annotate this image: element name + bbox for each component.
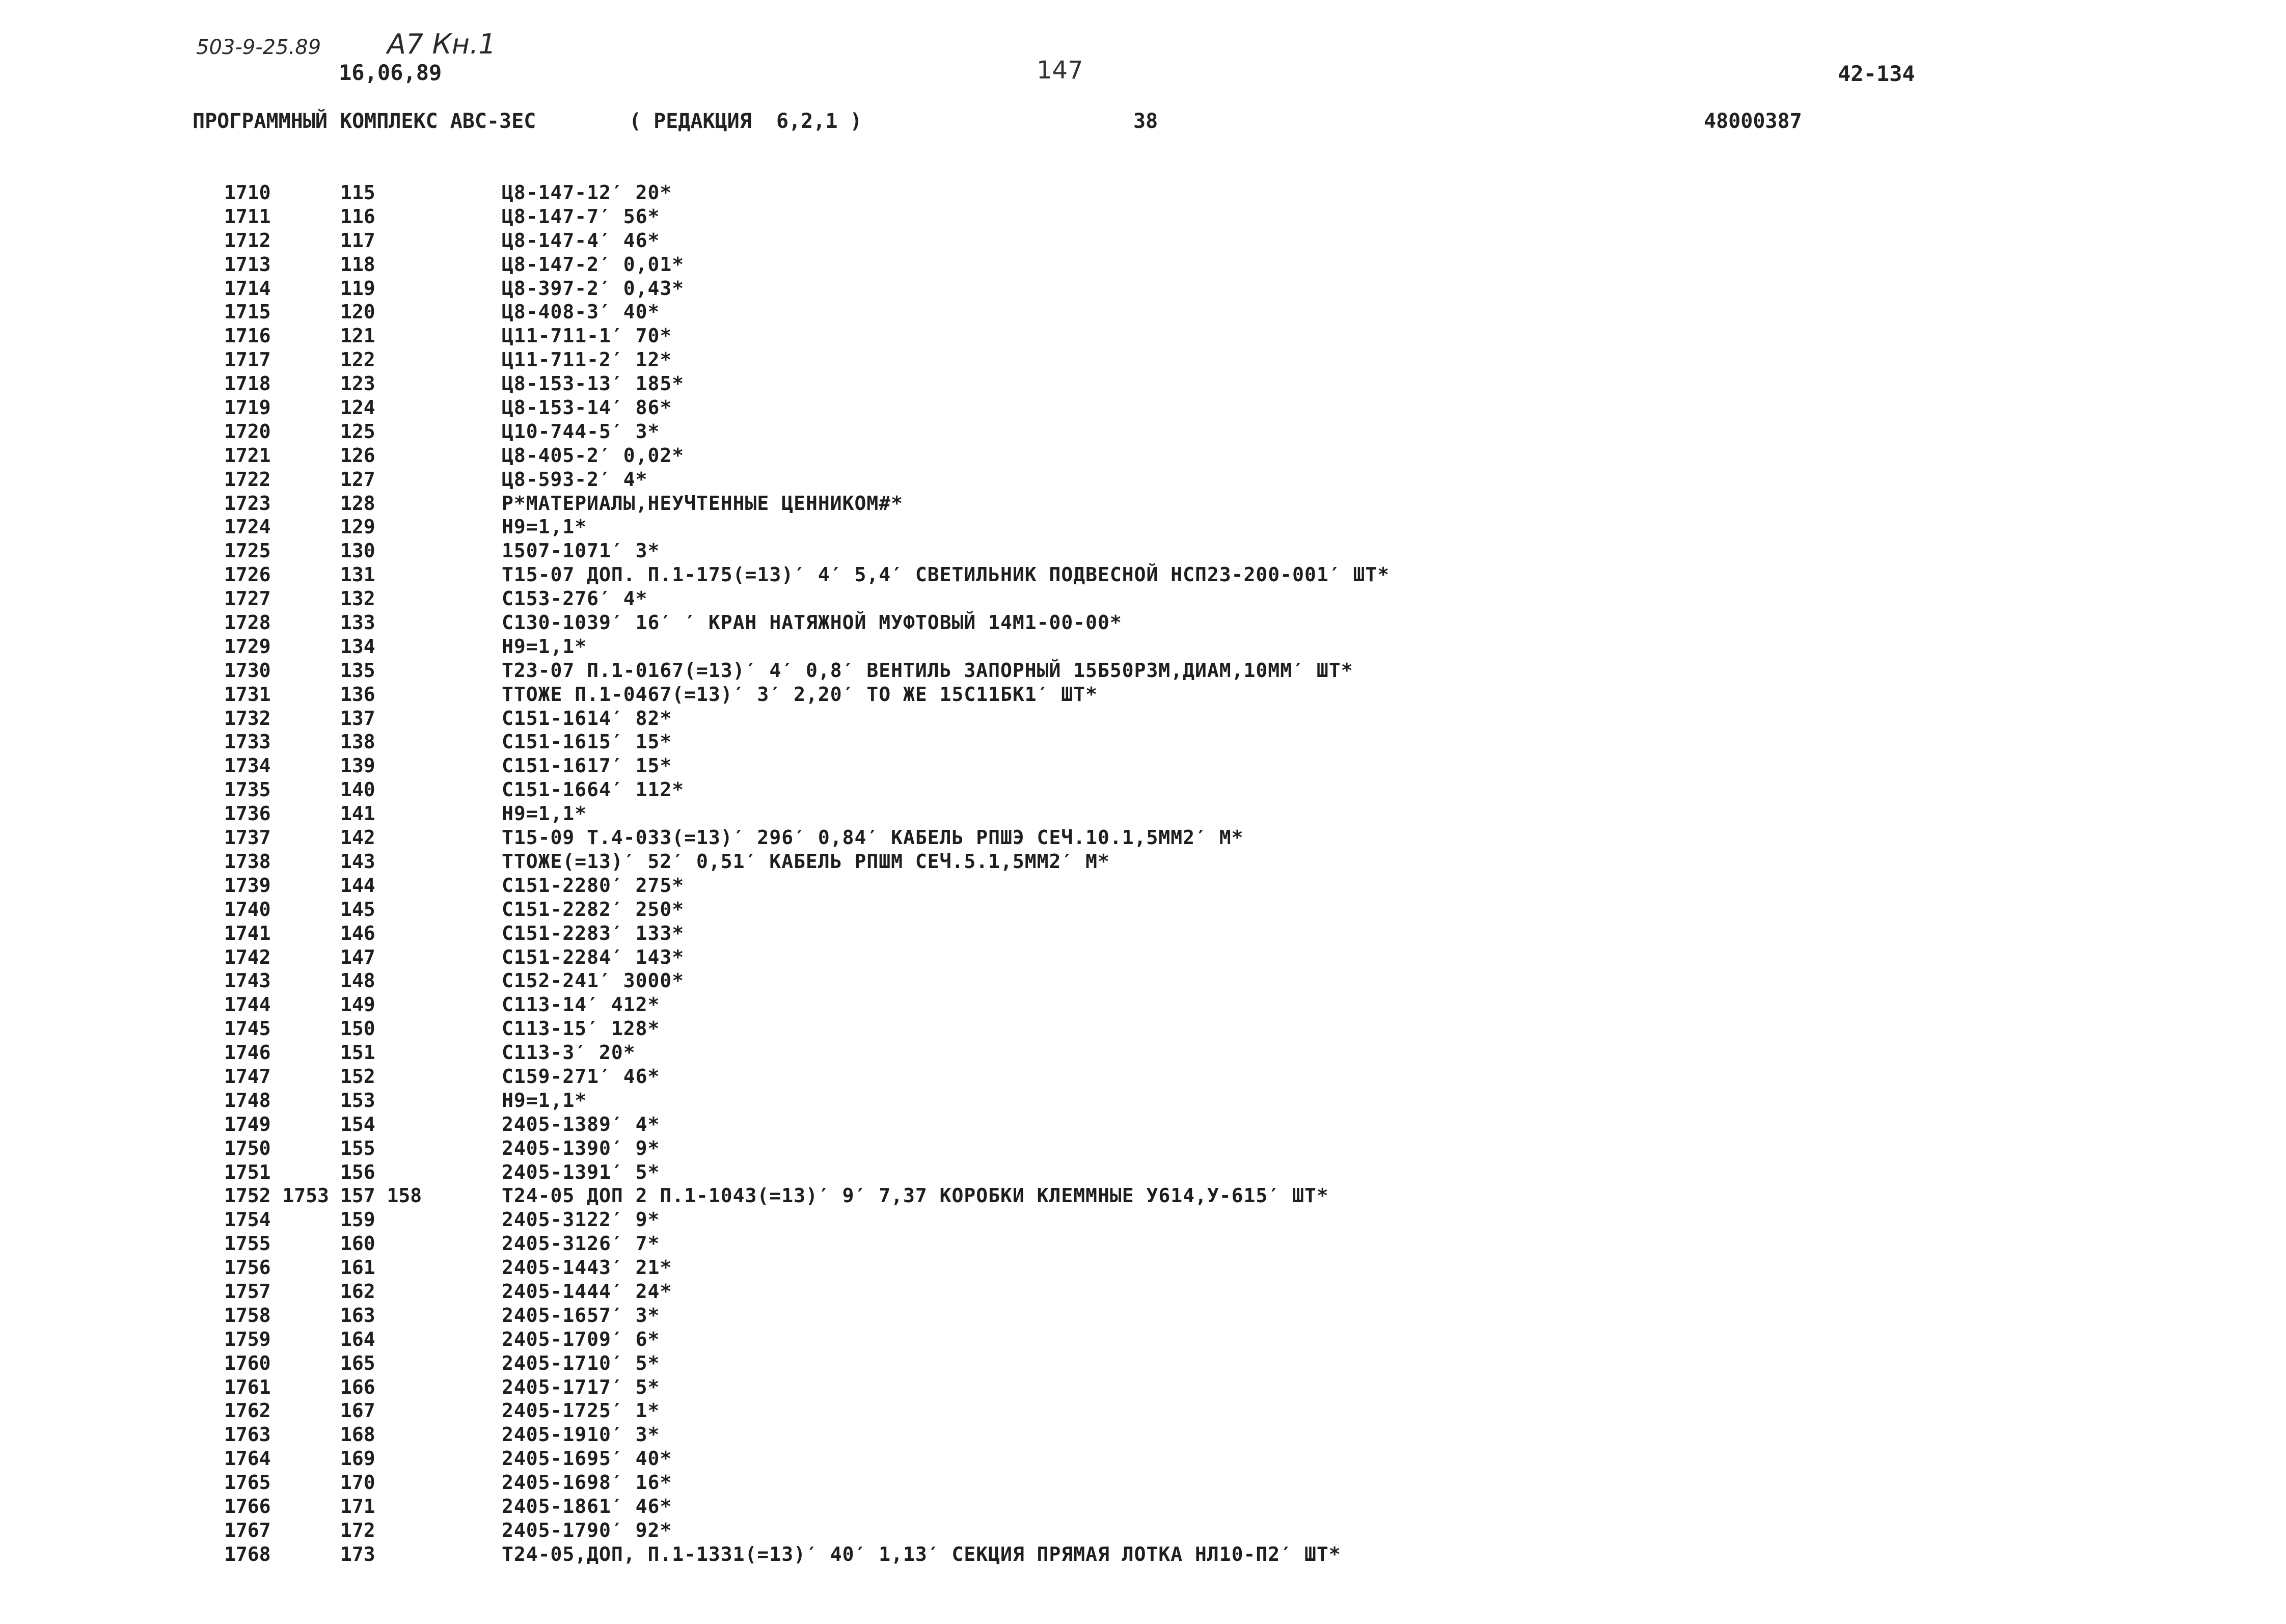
print-date: 16,06,89 — [339, 60, 442, 85]
row-text: 2405-1698′ 16* — [502, 1471, 672, 1494]
row-line-number: 1726 — [224, 563, 271, 586]
listing-row — [0, 1447, 2286, 1471]
row-sequence-number: 157 158 — [340, 1184, 422, 1207]
row-text: С151-2280′ 275* — [502, 874, 685, 897]
row-text: Р*МАТЕРИАЛЫ,НЕУЧТЕННЫЕ ЦЕННИКОМ#* — [502, 492, 903, 515]
row-line-number: 1738 — [224, 850, 271, 873]
listing-row — [0, 1089, 2286, 1113]
listing-row — [0, 1351, 2286, 1375]
row-line-number: 1764 — [224, 1447, 271, 1470]
row-sequence-number: 144 — [340, 874, 375, 897]
row-line-number: 1729 — [224, 635, 271, 658]
document-volume-handwritten: А7 Кн.1 — [387, 28, 496, 60]
row-text: Н9=1,1* — [502, 516, 587, 538]
row-line-number: 1763 — [224, 1423, 271, 1446]
row-sequence-number: 125 — [340, 420, 375, 443]
row-sequence-number: 163 — [340, 1304, 375, 1327]
row-line-number: 1719 — [224, 396, 271, 419]
row-line-number: 1761 — [224, 1375, 271, 1398]
listing-row — [0, 1113, 2286, 1136]
row-text: Н9=1,1* — [502, 1089, 587, 1112]
listing-row — [0, 372, 2286, 396]
row-text: Ц8-408-3′ 40* — [502, 301, 660, 323]
listing-row — [0, 539, 2286, 563]
row-line-number: 1733 — [224, 730, 271, 753]
row-sequence-number: 140 — [340, 778, 375, 801]
row-sequence-number: 156 — [340, 1160, 375, 1183]
row-text: Ц10-744-5′ 3* — [502, 420, 660, 443]
listing-row — [0, 1065, 2286, 1089]
row-line-number: 1722 — [224, 468, 271, 491]
row-sequence-number: 152 — [340, 1065, 375, 1088]
listing-row — [0, 1256, 2286, 1280]
listing-row — [0, 850, 2286, 874]
reference-code: 42-134 — [1838, 61, 1915, 86]
listing-row — [0, 969, 2286, 993]
listing-row — [0, 898, 2286, 922]
row-text: Н9=1,1* — [502, 802, 587, 825]
row-sequence-number: 155 — [340, 1136, 375, 1159]
row-sequence-number: 169 — [340, 1447, 375, 1470]
row-line-number: 1725 — [224, 539, 271, 562]
row-line-number: 1717 — [224, 348, 271, 371]
row-text: 2405-1790′ 92* — [502, 1519, 672, 1541]
listing-row — [0, 1375, 2286, 1399]
row-sequence-number: 137 — [340, 707, 375, 729]
row-text: 2405-3126′ 7* — [502, 1232, 660, 1255]
listing-row — [0, 1399, 2286, 1423]
row-sequence-number: 128 — [340, 492, 375, 515]
row-line-number: 1727 — [224, 587, 271, 610]
row-line-number: 1713 — [224, 253, 271, 276]
edition-label: ( РЕДАКЦИЯ 6,2,1 ) — [629, 110, 862, 133]
row-sequence-number: 162 — [340, 1280, 375, 1303]
row-sequence-number: 166 — [340, 1375, 375, 1398]
row-sequence-number: 172 — [340, 1519, 375, 1541]
row-line-number: 1759 — [224, 1328, 271, 1350]
row-line-number: 1754 — [224, 1208, 271, 1231]
row-sequence-number: 132 — [340, 587, 375, 610]
row-sequence-number: 146 — [340, 922, 375, 944]
listing-row — [0, 635, 2286, 659]
listing-row — [0, 1280, 2286, 1304]
row-text: 2405-1657′ 3* — [502, 1304, 660, 1327]
row-sequence-number: 118 — [340, 253, 375, 276]
listing-row — [0, 707, 2286, 730]
program-name: ПРОГРАММНЫЙ КОМПЛЕКС АВС-3ЕС — [193, 110, 536, 133]
row-text: С151-2283′ 133* — [502, 922, 685, 944]
row-line-number: 1768 — [224, 1542, 271, 1565]
row-line-number: 1730 — [224, 659, 271, 682]
listing-row — [0, 922, 2286, 945]
row-line-number: 1756 — [224, 1256, 271, 1279]
row-sequence-number: 122 — [340, 348, 375, 371]
row-sequence-number: 164 — [340, 1328, 375, 1350]
row-text: С152-241′ 3000* — [502, 969, 685, 992]
row-text: С113-14′ 412* — [502, 993, 660, 1016]
listing-row — [0, 277, 2286, 301]
row-sequence-number: 136 — [340, 683, 375, 706]
row-line-number: 1711 — [224, 205, 271, 228]
row-sequence-number: 115 — [340, 181, 375, 204]
row-text: ТТОЖЕ(=13)′ 52′ 0,51′ КАБЕЛЬ РПШМ СЕЧ.5.1,5ММ2′ М* — [502, 850, 1110, 873]
listing-row — [0, 1423, 2286, 1447]
listing-row — [0, 659, 2286, 683]
row-text: 2405-1391′ 5* — [502, 1160, 660, 1183]
row-line-number: 1740 — [224, 898, 271, 921]
listing-row — [0, 348, 2286, 372]
row-text: Т24-05 ДОП 2 П.1-1043(=13)′ 9′ 7,37 КОРОБКИ КЛЕММНЫЕ У614,У-615′ ШТ* — [502, 1184, 1329, 1207]
listing-row — [0, 1519, 2286, 1542]
row-line-number: 1714 — [224, 277, 271, 300]
row-line-number: 1750 — [224, 1136, 271, 1159]
row-line-number: 1765 — [224, 1471, 271, 1494]
listing-row — [0, 229, 2286, 253]
row-sequence-number: 135 — [340, 659, 375, 682]
row-text: 2405-1389′ 4* — [502, 1113, 660, 1135]
row-line-number: 1735 — [224, 778, 271, 801]
row-sequence-number: 139 — [340, 754, 375, 777]
row-sequence-number: 150 — [340, 1017, 375, 1040]
row-line-number: 1747 — [224, 1065, 271, 1088]
listing-row — [0, 1232, 2286, 1256]
row-line-number: 1745 — [224, 1017, 271, 1040]
listing-row — [0, 778, 2286, 802]
listing-row — [0, 1041, 2286, 1065]
listing-row — [0, 515, 2286, 539]
row-sequence-number: 142 — [340, 826, 375, 849]
row-sequence-number: 153 — [340, 1089, 375, 1112]
row-line-number: 1762 — [224, 1399, 271, 1422]
listing-row — [0, 874, 2286, 898]
listing-row — [0, 683, 2286, 707]
row-line-number: 1760 — [224, 1351, 271, 1374]
row-sequence-number: 138 — [340, 730, 375, 753]
row-sequence-number: 119 — [340, 277, 375, 300]
row-text: Ц8-153-13′ 185* — [502, 372, 685, 395]
listing-row — [0, 730, 2286, 754]
row-line-number: 1748 — [224, 1089, 271, 1112]
listing-row — [0, 1184, 2286, 1208]
row-line-number: 1715 — [224, 301, 271, 323]
row-text: С159-271′ 46* — [502, 1065, 660, 1088]
row-text: Ц8-405-2′ 0,02* — [502, 444, 685, 467]
row-text: Ц8-147-7′ 56* — [502, 205, 660, 228]
listing-row — [0, 444, 2286, 468]
listing-row — [0, 611, 2286, 635]
row-sequence-number: 145 — [340, 898, 375, 921]
listing-row — [0, 492, 2286, 516]
row-text: С151-1617′ 15* — [502, 754, 672, 777]
row-text: Т15-09 Т.4-033(=13)′ 296′ 0,84′ КАБЕЛЬ РПШЭ СЕЧ.10.1,5ММ2′ М* — [502, 826, 1244, 849]
row-sequence-number: 171 — [340, 1495, 375, 1518]
row-sequence-number: 154 — [340, 1113, 375, 1135]
row-sequence-number: 165 — [340, 1351, 375, 1374]
row-text: 1507-1071′ 3* — [502, 539, 660, 562]
row-sequence-number: 124 — [340, 396, 375, 419]
listing-row — [0, 1136, 2286, 1160]
row-sequence-number: 149 — [340, 993, 375, 1016]
row-text: С151-1614′ 82* — [502, 707, 672, 729]
row-line-number: 1712 — [224, 229, 271, 252]
row-sequence-number: 117 — [340, 229, 375, 252]
listing-row — [0, 1304, 2286, 1328]
row-line-number: 1723 — [224, 492, 271, 515]
listing-row — [0, 1328, 2286, 1351]
row-text: С113-3′ 20* — [502, 1041, 636, 1064]
row-sequence-number: 129 — [340, 516, 375, 538]
row-text: Т23-07 П.1-0167(=13)′ 4′ 0,8′ ВЕНТИЛЬ ЗАПОРНЫЙ 15Б50Р3М,ДИАМ,10ММ′ ШТ* — [502, 659, 1353, 682]
row-line-number: 1721 — [224, 444, 271, 467]
row-line-number: 1755 — [224, 1232, 271, 1255]
listing-row — [0, 993, 2286, 1017]
row-sequence-number: 134 — [340, 635, 375, 658]
row-sequence-number: 133 — [340, 611, 375, 634]
row-line-number: 1766 — [224, 1495, 271, 1518]
row-line-number: 1720 — [224, 420, 271, 443]
row-line-number: 1746 — [224, 1041, 271, 1064]
row-text: 2405-1710′ 5* — [502, 1351, 660, 1374]
row-line-number: 1757 — [224, 1280, 271, 1303]
row-line-number: 1731 — [224, 683, 271, 706]
row-sequence-number: 141 — [340, 802, 375, 825]
listing-row — [0, 1208, 2286, 1232]
listing-row — [0, 205, 2286, 229]
listing-row — [0, 802, 2286, 826]
row-text: Н9=1,1* — [502, 635, 587, 658]
row-line-number: 1749 — [224, 1113, 271, 1135]
row-line-number: 1728 — [224, 611, 271, 634]
row-line-number: 1734 — [224, 754, 271, 777]
row-text: Ц8-593-2′ 4* — [502, 468, 648, 491]
row-sequence-number: 161 — [340, 1256, 375, 1279]
listing-row — [0, 253, 2286, 277]
row-text: 2405-1443′ 21* — [502, 1256, 672, 1279]
row-sequence-number: 116 — [340, 205, 375, 228]
row-text: С113-15′ 128* — [502, 1017, 660, 1040]
sheet-number: 147 — [1037, 56, 1083, 85]
row-text: Ц8-397-2′ 0,43* — [502, 277, 685, 300]
listing-row — [0, 563, 2286, 587]
listing-table — [0, 181, 2286, 1566]
row-line-number: 1758 — [224, 1304, 271, 1327]
listing-row — [0, 181, 2286, 205]
row-text: 2405-1695′ 40* — [502, 1447, 672, 1470]
row-sequence-number: 148 — [340, 969, 375, 992]
row-sequence-number: 143 — [340, 850, 375, 873]
row-line-number: 1752 1753 — [224, 1184, 329, 1207]
row-text: 2405-1861′ 46* — [502, 1495, 672, 1518]
row-line-number: 1767 — [224, 1519, 271, 1541]
row-line-number: 1732 — [224, 707, 271, 729]
row-line-number: 1737 — [224, 826, 271, 849]
row-line-number: 1743 — [224, 969, 271, 992]
row-text: Ц8-153-14′ 86* — [502, 396, 672, 419]
listing-row — [0, 300, 2286, 324]
listing-row — [0, 826, 2286, 850]
row-text: 2405-3122′ 9* — [502, 1208, 660, 1231]
row-sequence-number: 121 — [340, 324, 375, 347]
listing-row — [0, 1495, 2286, 1519]
listing-row — [0, 396, 2286, 420]
listing-row — [0, 587, 2286, 611]
listing-row — [0, 754, 2286, 778]
row-text: С151-1664′ 112* — [502, 778, 685, 801]
row-text: С151-2284′ 143* — [502, 945, 685, 968]
row-text: Ц11-711-1′ 70* — [502, 324, 672, 347]
row-text: С153-276′ 4* — [502, 587, 648, 610]
row-text: 2405-1444′ 24* — [502, 1280, 672, 1303]
row-line-number: 1724 — [224, 516, 271, 538]
row-text: С130-1039′ 16′ ′ КРАН НАТЯЖНОЙ МУФТОВЫЙ 14М1-00-00* — [502, 611, 1122, 634]
row-sequence-number: 167 — [340, 1399, 375, 1422]
row-text: Т24-05,ДОП, П.1-1331(=13)′ 40′ 1,13′ СЕКЦИЯ ПРЯМАЯ ЛОТКА НЛ10-П2′ ШТ* — [502, 1542, 1341, 1565]
row-text: С151-2282′ 250* — [502, 898, 685, 921]
row-text: С151-1615′ 15* — [502, 730, 672, 753]
row-sequence-number: 127 — [340, 468, 375, 491]
row-text: 2405-1725′ 1* — [502, 1399, 660, 1422]
row-sequence-number: 147 — [340, 945, 375, 968]
row-line-number: 1736 — [224, 802, 271, 825]
row-sequence-number: 160 — [340, 1232, 375, 1255]
row-sequence-number: 173 — [340, 1542, 375, 1565]
row-sequence-number: 120 — [340, 301, 375, 323]
row-text: Ц8-147-4′ 46* — [502, 229, 660, 252]
listing-row — [0, 1160, 2286, 1184]
row-text: ТТОЖЕ П.1-0467(=13)′ 3′ 2,20′ ТО ЖЕ 15С11БК1′ ШТ* — [502, 683, 1098, 706]
row-sequence-number: 151 — [340, 1041, 375, 1064]
row-text: Ц8-147-12′ 20* — [502, 181, 672, 204]
listing-row — [0, 324, 2286, 348]
row-sequence-number: 123 — [340, 372, 375, 395]
listing-row — [0, 468, 2286, 492]
listing-row — [0, 1017, 2286, 1041]
row-sequence-number: 170 — [340, 1471, 375, 1494]
row-line-number: 1741 — [224, 922, 271, 944]
document-code: 503-9-25.89 — [196, 36, 321, 59]
listing-row — [0, 945, 2286, 969]
row-sequence-number: 131 — [340, 563, 375, 586]
listing-row — [0, 1542, 2286, 1566]
row-text: 2405-1709′ 6* — [502, 1328, 660, 1350]
row-sequence-number: 168 — [340, 1423, 375, 1446]
row-sequence-number: 130 — [340, 539, 375, 562]
row-text: Т15-07 ДОП. П.1-175(=13)′ 4′ 5,4′ СВЕТИЛЬНИК ПОДВЕСНОЙ НСП23-200-001′ ШТ* — [502, 563, 1390, 586]
row-line-number: 1710 — [224, 181, 271, 204]
row-sequence-number: 126 — [340, 444, 375, 467]
row-line-number: 1716 — [224, 324, 271, 347]
page-number: 38 — [1133, 110, 1158, 133]
serial-number: 48000387 — [1704, 110, 1802, 133]
row-text: 2405-1390′ 9* — [502, 1136, 660, 1159]
row-text: Ц8-147-2′ 0,01* — [502, 253, 685, 276]
listing-row — [0, 420, 2286, 444]
row-line-number: 1742 — [224, 945, 271, 968]
row-line-number: 1751 — [224, 1160, 271, 1183]
row-text: 2405-1910′ 3* — [502, 1423, 660, 1446]
listing-row — [0, 1471, 2286, 1495]
row-text: 2405-1717′ 5* — [502, 1375, 660, 1398]
row-line-number: 1744 — [224, 993, 271, 1016]
row-line-number: 1739 — [224, 874, 271, 897]
row-sequence-number: 159 — [340, 1208, 375, 1231]
row-line-number: 1718 — [224, 372, 271, 395]
row-text: Ц11-711-2′ 12* — [502, 348, 672, 371]
